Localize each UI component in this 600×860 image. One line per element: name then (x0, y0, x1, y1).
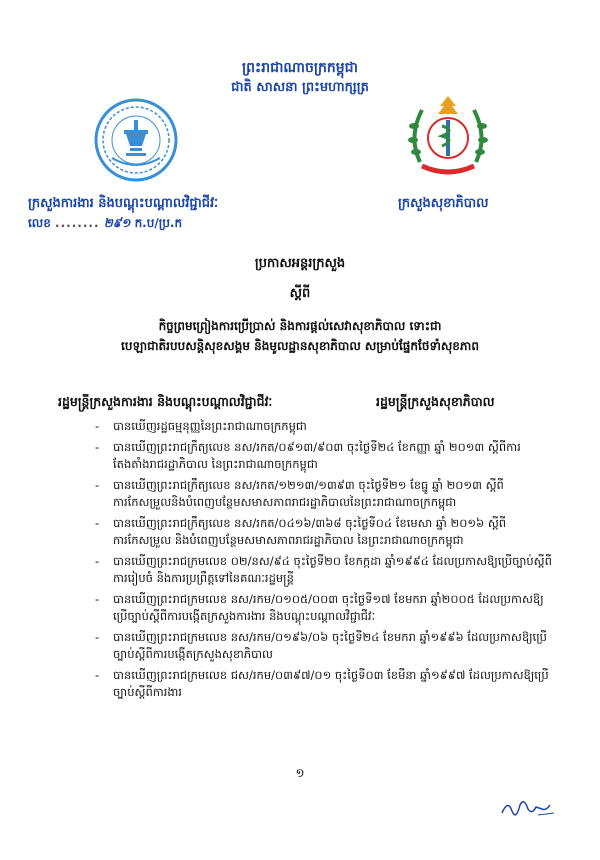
signer-health-minister: រដ្ឋមន្ត្រីក្រសួងសុខាភិបាល (376, 394, 495, 409)
list-item: - បានឃើញព្រះរាជក្រមលេខ នស/រកម/០១០៥/០០៣ ចុះថ្ងៃទី១៧ ខែមករា ឆ្នាំ២០០៥ ដែលប្រកាសឱ្យប្រើច្បាប់ស្តីពីការបង្កើតក្រសួងការងារ និងបណ្តុះបណ្តាលវិជ្ជាជីវៈ (95, 592, 544, 623)
bullet: - (95, 419, 100, 433)
reference-handwritten-number: ២៩១ (103, 216, 131, 230)
signer-labor-minister: រដ្ឋមន្ត្រីក្រសួងការងារ និងបណ្តុះបណ្តាលវិជ្ជាជីវៈ (58, 394, 273, 409)
bullet: - (95, 554, 100, 568)
labor-ministry-emblem-icon (94, 98, 178, 182)
list-item: - បានឃើញព្រះរាជក្រមលេខ ០២/នស/៩៤ ចុះថ្ងៃទី២០ ខែកក្កដា ឆ្នាំ១៩៩៤ ដែលប្រកាសឱ្យប្រើច្បាប់ស្តីពីការរៀបចំ និងការប្រព្រឹត្តទៅនៃគណៈរដ្ឋមន្ត្រី (95, 554, 552, 585)
about-label: ស្តីពី (289, 286, 311, 301)
bullet: - (95, 592, 100, 606)
bullet: - (95, 630, 100, 644)
document-type: ប្រកាសអន្តរក្រសួង (254, 256, 346, 271)
health-ministry-name: ក្រសួងសុខាភិបាល (398, 196, 489, 211)
kingdom-title: ព្រះរាជាណាចក្រកម្ពុជា (241, 60, 358, 76)
health-ministry-emblem-icon (400, 92, 496, 184)
reference-number (28, 215, 182, 233)
list-item: - បានឃើញព្រះរាជក្រមលេខ ជស/រកម/០៣៩៧/០១ ចុះថ្ងៃទី០៣ ខែមីនា ឆ្នាំ១៩៩៧ ដែលប្រកាសឱ្យប្រើច្បាប់ស្តីពីការងារ (95, 668, 549, 699)
subject-line-2: បេឡាជាតិរបបសន្តិសុខសង្គម និងមូលដ្ឋានសុខាភិបាល សម្រាប់ផ្នែកថែទាំសុខភាព (121, 339, 479, 353)
handwritten-initials-icon (498, 795, 558, 821)
page-number: ១ (295, 766, 305, 780)
labor-ministry-name: ក្រសួងការងារ និងបណ្តុះបណ្តាលវិជ្ជាជីវៈ (28, 196, 219, 211)
list-item: - បានឃើញព្រះរាជក្រឹត្យលេខ នស/រកត/០៩១៣/៩០៣ ចុះថ្ងៃទី២៤ ខែកញ្ញា ឆ្នាំ ២០១៣ ស្តីពីការតែងតាំងរាជរដ្ឋាភិបាល នៃព្រះរាជាណាចក្រកម្ពុជា (95, 440, 521, 471)
national-motto: ជាតិ សាសនា ព្រះមហាក្សត្រ (231, 80, 369, 95)
bullet: - (95, 440, 100, 454)
list-item: - បានឃើញព្រះរាជក្រឹត្យលេខ នស/រកត/១២១៣/១៣៩៣ ចុះថ្ងៃទី២១ ខែធ្នូ ឆ្នាំ ២០១៣ ស្តីពីការកែសម្រួលនិងបំពេញបន្ថែមសមាសភាពរាជរដ្ឋាភិបាលនៃព្រះរាជាណាចក្រកម្ពុជា (95, 478, 504, 509)
subject-line-1: កិច្ចព្រមព្រៀងការប្រើប្រាស់ និងការផ្តល់សេវាសុខាភិបាល ទោះជា (158, 319, 442, 333)
bullet: - (95, 516, 100, 530)
list-item: - បានឃើញព្រះរាជក្រមលេខ នស/រកម/០១៩៦/០៦ ចុះថ្ងៃទី២៤ ខែមករា ឆ្នាំ១៩៩៦ ដែលប្រកាសឱ្យប្រើច្បាប់ស្តីពីការបង្កើតក្រសួងសុខាភិបាល (95, 630, 547, 661)
list-item: - បានឃើញព្រះរាជក្រឹត្យលេខ នស/រកត/០៤១៦/៣៦៨ ចុះថ្ងៃទី០៤ ខែមេសា ឆ្នាំ ២០១៦ ស្តីពីការកែសម្រួល និងបំពេញបន្ថែមសមាសភាពរាជរដ្ឋាភិបាល នៃព្រះរាជាណាចក្រកម្ពុជា (95, 516, 507, 547)
legal-basis-list (95, 418, 557, 705)
reference-suffix: ក.ប/ប្រ.ក (134, 216, 183, 230)
bullet: - (95, 668, 100, 682)
list-item: - បានឃើញរដ្ឋធម្មនុញ្ញនៃព្រះរាជាណាចក្រកម្ពុជា (95, 419, 307, 433)
reference-dots: ........ (55, 216, 100, 230)
reference-prefix: លេខ (28, 216, 51, 230)
bullet: - (95, 478, 100, 492)
